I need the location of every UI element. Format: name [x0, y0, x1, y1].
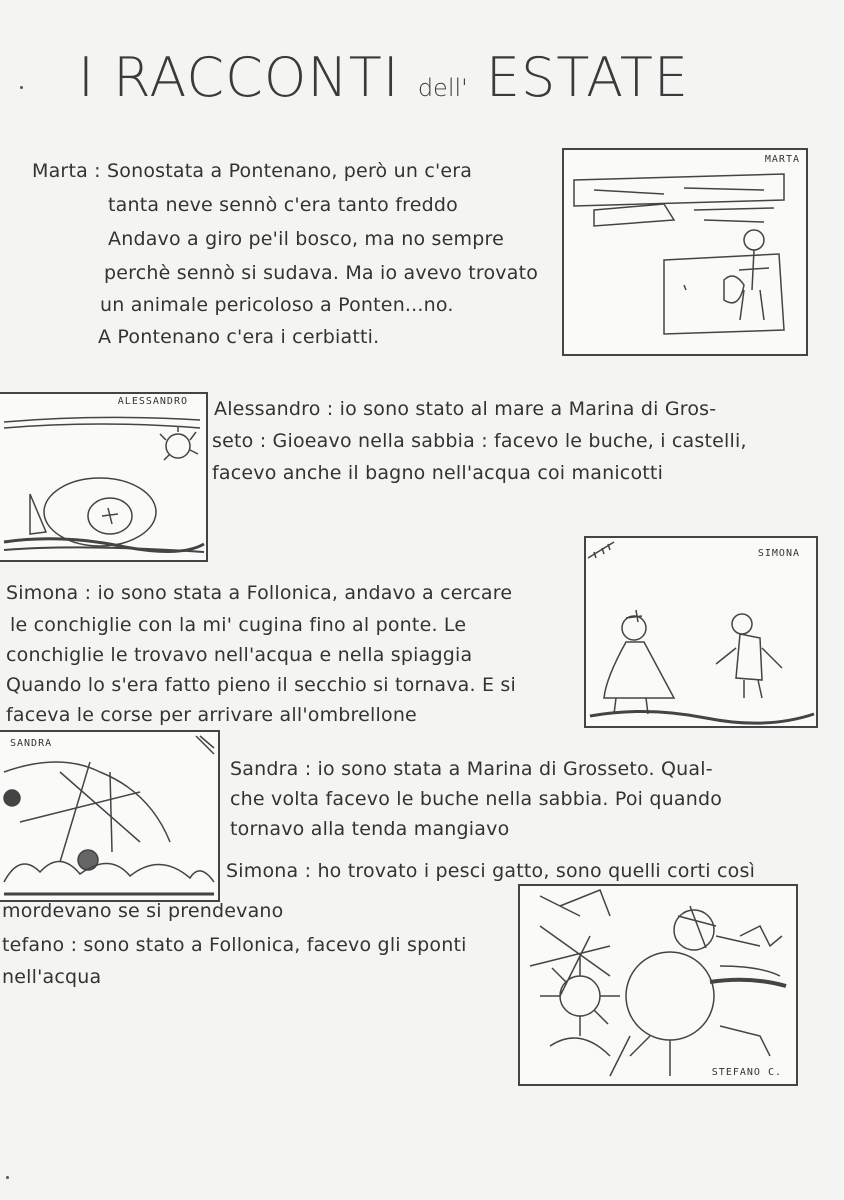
marta-line-6: A Pontenano c'era i cerbiatti. [98, 326, 380, 348]
alessandro-line-1: Alessandro : io sono stato al mare a Marina di Gros- [214, 398, 717, 420]
sandra-drawing-label: SANDRA [10, 738, 53, 749]
marta-drawing [562, 148, 808, 356]
marta-line-5: un animale pericoloso a Ponten...no. [100, 294, 454, 316]
alessandro-sketch [0, 394, 206, 560]
simona-line-2: le conchiglie con la mi' cugina fino al ponte. Le [10, 614, 467, 636]
sandra-drawing [0, 730, 220, 902]
alessandro-drawing [0, 392, 208, 562]
alessandro-line-3: facevo anche il bagno nell'acqua coi manicotti [212, 462, 664, 484]
stefano-line-1: tefano : sono stato a Follonica, facevo gli sponti [2, 934, 467, 956]
title-part-3: ESTATE [485, 46, 689, 109]
marta-line-3: Andavo a giro pe'il bosco, ma no sempre [108, 228, 504, 250]
marta-sketch [564, 150, 806, 354]
marta-line-4: perchè sennò si sudava. Ma io avevo trovato [104, 262, 539, 284]
title-part-1: I RACCONTI [78, 46, 400, 109]
marta-line-1: Marta : Sonostata a Pontenano, però un c'era [32, 160, 473, 182]
sandra-sketch [0, 732, 218, 900]
simona-line-1: Simona : io sono stata a Follonica, andavo a cercare [6, 582, 513, 604]
sandra-line-1: Sandra : io sono stata a Marina di Grosseto. Qual- [230, 758, 713, 780]
simona-drawing-label: SIMONA [757, 548, 800, 559]
simona2-line-1: Simona : ho trovato i pesci gatto, sono quelli corti così [226, 860, 756, 882]
page-title [78, 46, 689, 109]
marta-drawing-label: MARTA [764, 154, 800, 165]
simona-line-4: Quando lo s'era fatto pieno il secchio si tornava. E si [6, 674, 516, 696]
alessandro-drawing-label: ALESSANDRO [117, 396, 188, 407]
simona-drawing [584, 536, 818, 728]
margin-dot [20, 86, 23, 89]
alessandro-line-2: seto : Gioeavo nella sabbia : facevo le buche, i castelli, [212, 430, 747, 452]
simona2-line-2: mordevano se si prendevano [2, 900, 284, 922]
stefano-sketch [520, 886, 796, 1084]
sandra-line-2: che volta facevo le buche nella sabbia. Poi quando [230, 788, 723, 810]
stefano-drawing [518, 884, 798, 1086]
sandra-line-3: tornavo alla tenda mangiavo [230, 818, 510, 840]
marta-line-2: tanta neve sennò c'era tanto freddo [108, 194, 458, 216]
simona-line-5: faceva le corse per arrivare all'ombrellone [6, 704, 417, 726]
stefano-drawing-label: STEFANO C. [711, 1067, 782, 1078]
simona-sketch [586, 538, 816, 726]
title-part-2: dell' [417, 74, 468, 102]
simona-line-3: conchiglie le trovavo nell'acqua e nella spiaggia [6, 644, 473, 666]
margin-dot [6, 1176, 9, 1179]
stefano-line-2: nell'acqua [2, 966, 102, 988]
